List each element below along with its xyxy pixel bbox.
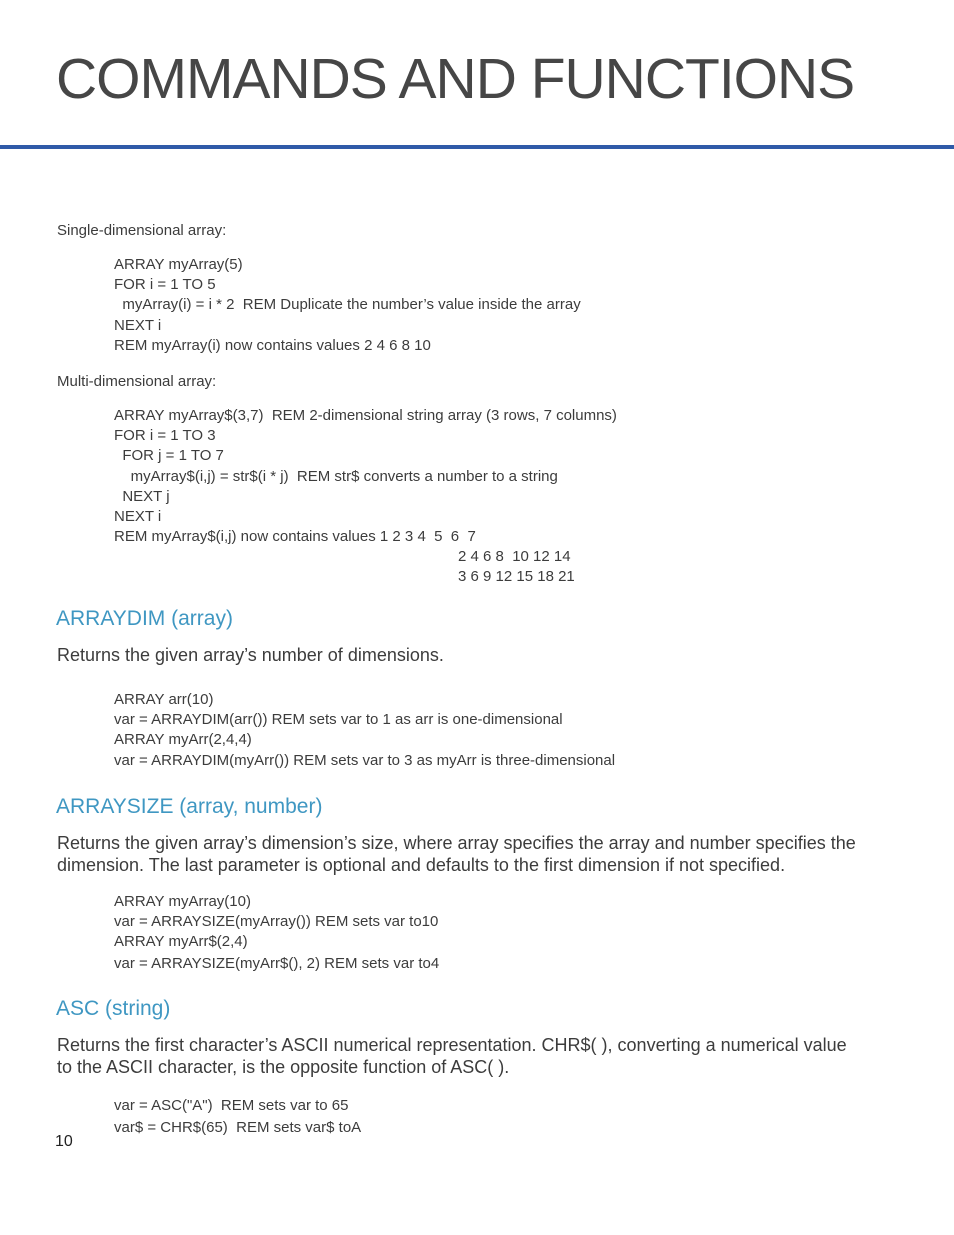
arraysize-code-block xyxy=(114,892,439,974)
asc-code-block xyxy=(114,1095,361,1139)
multi-array-values-block xyxy=(458,547,575,587)
code-line: ARRAY myArray(10) xyxy=(114,893,251,910)
code-line: REM myArray(i) now contains values 2 4 6 8 10 xyxy=(114,336,431,354)
description-line: dimension. The last parameter is optional and defaults to the first dimension if not specified. xyxy=(57,855,786,875)
arraysize-heading: ARRAYSIZE (array, number) xyxy=(56,795,323,818)
code-line: var = ARRAYSIZE(myArray()) REM sets var to10 xyxy=(114,913,439,931)
asc-description xyxy=(57,1034,907,1078)
description-line: Returns the given array’s dimension’s size, where array specifies the array and number specifies the xyxy=(57,833,856,853)
code-line: ARRAY myArr(2,4,4) xyxy=(114,731,252,749)
title-divider xyxy=(0,145,954,149)
code-line: myArray$(i,j) = str$(i * j) REM str$ converts a number to a string xyxy=(114,467,558,485)
code-line: FOR i = 1 TO 5 xyxy=(114,276,216,294)
arraydim-heading: ARRAYDIM (array) xyxy=(56,607,233,630)
code-line: ARRAY myArray(5) xyxy=(114,256,243,273)
code-line: var = ARRAYSIZE(myArr$(), 2) REM sets var to4 xyxy=(114,954,440,972)
code-line: ARRAY arr(10) xyxy=(114,691,214,708)
code-line: var = ASC("A") REM sets var to 65 xyxy=(114,1097,349,1114)
single-array-code-block xyxy=(114,255,581,356)
code-line: var$ = CHR$(65) REM sets var$ toA xyxy=(114,1119,362,1136)
code-line: var = ARRAYDIM(myArr()) REM sets var to 3 as myArr is three-dimensional xyxy=(114,751,616,769)
code-line: FOR j = 1 TO 7 xyxy=(114,447,224,465)
multi-array-code-block xyxy=(114,406,617,547)
arraydim-code-block xyxy=(114,690,615,771)
code-line: var = ARRAYDIM(arr()) REM sets var to 1 as arr is one-dimensional xyxy=(114,711,563,729)
code-line: NEXT j xyxy=(114,487,170,505)
code-line: ARRAY myArr$(2,4) xyxy=(114,933,248,951)
single-array-label: Single-dimensional array: xyxy=(57,222,227,239)
values-row: 2 4 6 8 10 12 14 xyxy=(458,548,571,565)
values-row: 3 6 9 12 15 18 21 xyxy=(458,568,575,586)
description-line: to the ASCII character, is the opposite function of ASC( ). xyxy=(57,1057,510,1077)
page-number: 10 xyxy=(55,1133,73,1150)
code-line: NEXT i xyxy=(114,316,162,334)
code-line: myArray(i) = i * 2 REM Duplicate the number’s value inside the array xyxy=(114,296,581,314)
arraydim-description: Returns the given array’s number of dimensions. xyxy=(57,645,444,665)
code-line: NEXT i xyxy=(114,507,162,525)
arraysize-description xyxy=(57,832,907,876)
multi-array-label: Multi-dimensional array: xyxy=(57,373,217,390)
code-line: FOR i = 1 TO 3 xyxy=(114,427,216,445)
code-line: ARRAY myArray$(3,7) REM 2-dimensional string array (3 rows, 7 columns) xyxy=(114,407,617,424)
asc-heading: ASC (string) xyxy=(56,997,171,1020)
page-title: COMMANDS AND FUNCTIONS xyxy=(56,47,855,111)
code-line: REM myArray$(i,j) now contains values 1 2 3 4 5 6 7 xyxy=(114,528,476,546)
description-line: Returns the first character’s ASCII numerical representation. CHR$( ), converting a numerical value xyxy=(57,1035,847,1055)
